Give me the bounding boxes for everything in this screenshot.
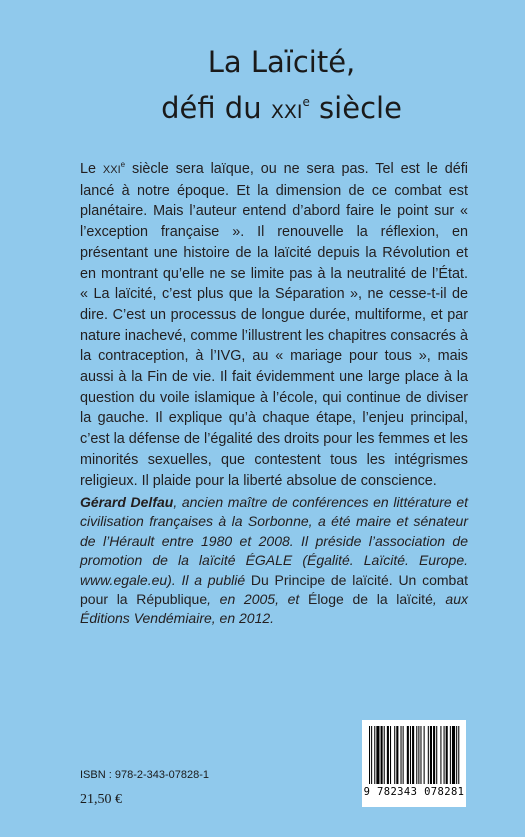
book-title <box>0 42 525 132</box>
summary-century: XXI <box>102 164 121 176</box>
title-line-1: La Laïcité, <box>207 45 356 79</box>
barcode-bar <box>394 726 395 784</box>
barcode-bar <box>381 726 383 784</box>
isbn: ISBN : 978-2-343-07828-1 <box>80 769 210 781</box>
barcode-bar <box>403 726 404 784</box>
barcode-bar <box>433 726 435 784</box>
barcode-bar <box>416 726 417 784</box>
barcode-bar <box>436 726 437 784</box>
barcode-bar <box>384 726 385 784</box>
barcode-bar <box>458 726 459 784</box>
barcode-bar <box>396 726 398 784</box>
title-line-2: défi du XXIe siècle <box>161 91 402 125</box>
barcode-bar <box>390 726 391 784</box>
title-century-sup: e <box>302 95 310 109</box>
summary-text <box>80 155 468 491</box>
summary-paragraph: Le XXIe siècle sera laïque, ou ne sera pas. Tel est le défi lancé à notre époque. Et la dimension de ce combat est planétaire. Mais l’auteur entend d’abord faire le point sur « l’exception française ». Il renouvelle la réflexion, en présentant une histoire de la laïcité depuis la Révolution et en montrant qu’elle ne se limite pas à la neutralité de l’État. « La laïcité, c’est plus que la Séparation », ne cesse-t-il de dire. C’est un processus de longue durée, multiforme, et par nature inachevé, comme l’illustrent les chapitres consacrés à la contraception, à l’IVG, au « mariage pour tous », mais aussi à la Fin de vie. Il fait évidemment une large place à la question du voile islamique à l’école, qui continue de diviser la gauche. Il explique qu’à chaque étape, l’enjeu principal, c’est la défense de l’égalité des droits pour les femmes et les minorités sexuelles, que contestent tous les intégrismes religieux. Il plaide pour la liberté absolue de conscience. <box>80 160 468 489</box>
barcode-bar <box>410 726 411 784</box>
barcode-bars <box>367 726 461 788</box>
barcode <box>362 720 466 807</box>
barcode-bar <box>376 726 379 784</box>
barcode-number: 9 782343 078281 <box>363 786 465 798</box>
barcode-bar <box>420 726 421 784</box>
barcode-bar <box>418 726 419 784</box>
barcode-bar <box>430 726 432 784</box>
summary-century-sup: e <box>120 160 126 169</box>
barcode-bar <box>369 726 370 784</box>
barcode-bar <box>412 726 414 784</box>
barcode-bar <box>446 726 448 784</box>
price: 21,50 € <box>80 792 122 807</box>
barcode-bar <box>407 726 409 784</box>
barcode-bar <box>450 726 451 784</box>
book-title-2: Éloge de la laïcité <box>307 591 433 608</box>
barcode-bar <box>387 726 389 784</box>
barcode-bar <box>424 726 425 784</box>
book-title-1: Du Principe de laïcité. Un combat pour la République <box>80 571 469 608</box>
barcode-bar <box>401 726 402 784</box>
barcode-bar <box>374 726 375 784</box>
barcode-bar <box>371 726 372 784</box>
barcode-bar <box>456 726 457 784</box>
title-century: XXI <box>270 101 303 123</box>
author-bio: Gérard Delfau, ancien maître de conférences en littérature et civilisation françaises à la Sorbonne, a été maire et sénateur de l’Hérault entre 1980 et 2008. Il préside l’association de promotion de la laïcité ÉGALE (Égalité. Laïcité. Europe. www.egale.eu). Il a publié Du Principe de laïcité. Un combat pour la République, en 2005, et Éloge de la laïcité, aux Éditions Vendémiaire, en 2012. <box>80 494 469 627</box>
barcode-bar <box>452 726 455 784</box>
barcode-bar <box>428 726 429 784</box>
author-name: Gérard Delfau <box>80 494 174 510</box>
barcode-bar <box>440 726 441 784</box>
barcode-bar <box>444 726 445 784</box>
